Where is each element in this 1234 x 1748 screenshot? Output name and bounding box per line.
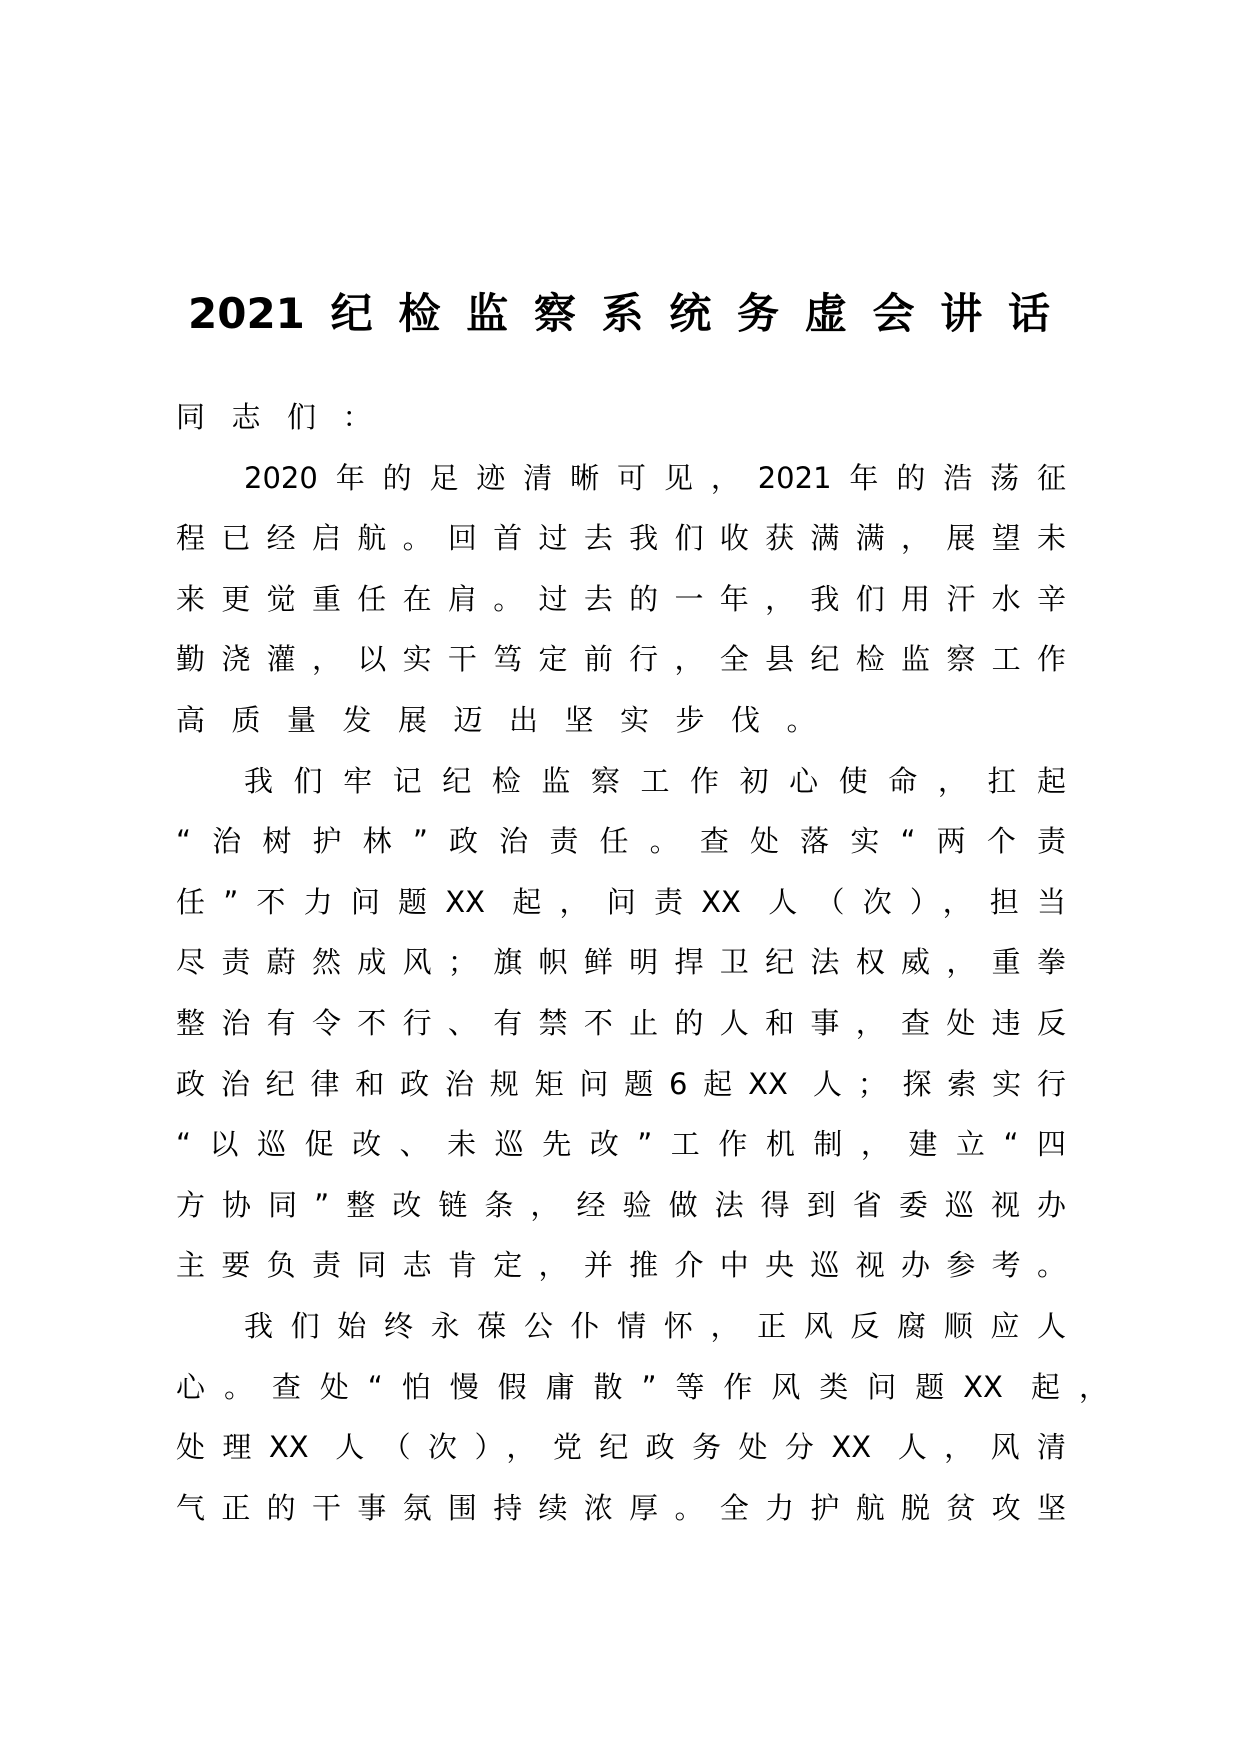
document-title: 2021纪检监察系统务虚会讲话	[188, 289, 1050, 338]
paragraph-line: 任”不力问题XX 起，问责XX 人（次），担当	[176, 884, 1066, 919]
paragraph-line: 尽责蔚然成风；旗帜鲜明捍卫纪法权威，重拳	[176, 945, 1066, 980]
paragraph-1	[176, 448, 1066, 751]
paragraph-line: 整治有令不行、有禁不止的人和事，查处违反	[176, 1005, 1066, 1040]
document-body	[176, 387, 1108, 1538]
paragraph-line: “治树护林”政治责任。查处落实“两个责	[176, 824, 1066, 859]
paragraph-line: 方协同”整改链条，经验做法得到省委巡视办	[176, 1187, 1066, 1222]
paragraph-line: 心。查处“怕慢假庸散”等作风类问题XX 起，	[176, 1369, 1108, 1404]
paragraph-2	[176, 751, 1066, 1296]
salutation: 同志们：	[176, 400, 399, 434]
paragraph-line: 我们牢记纪检监察工作初心使命，扛起	[244, 763, 1066, 798]
paragraph-line: 勤浇灌，以实干笃定前行，全县纪检监察工作	[176, 642, 1066, 677]
paragraph-line: 我们始终永葆公仆情怀，正风反腐顺应人	[244, 1308, 1066, 1343]
paragraph-line: 2020年的足迹清晰可见，2021年的浩荡征	[244, 460, 1066, 495]
paragraph-3	[176, 1296, 1108, 1538]
paragraph-line: “以巡促改、未巡先改”工作机制，建立“四	[176, 1127, 1066, 1162]
paragraph-line: 程已经启航。回首过去我们收获满满，展望未	[176, 521, 1066, 556]
paragraph-line: 来更觉重任在肩。过去的一年，我们用汗水辛	[176, 581, 1066, 616]
paragraph-line: 高质量发展迈出坚实步伐。	[176, 702, 843, 737]
paragraph-line: 政治纪律和政治规矩问题6起XX 人；探索实行	[176, 1066, 1066, 1101]
paragraph-line: 主要负责同志肯定，并推介中央巡视办参考。	[176, 1248, 1066, 1283]
paragraph-line: 气正的干事氛围持续浓厚。全力护航脱贫攻坚	[176, 1490, 1066, 1525]
paragraph-line: 处理XX 人（次），党纪政务处分XX 人，风清	[176, 1430, 1066, 1465]
